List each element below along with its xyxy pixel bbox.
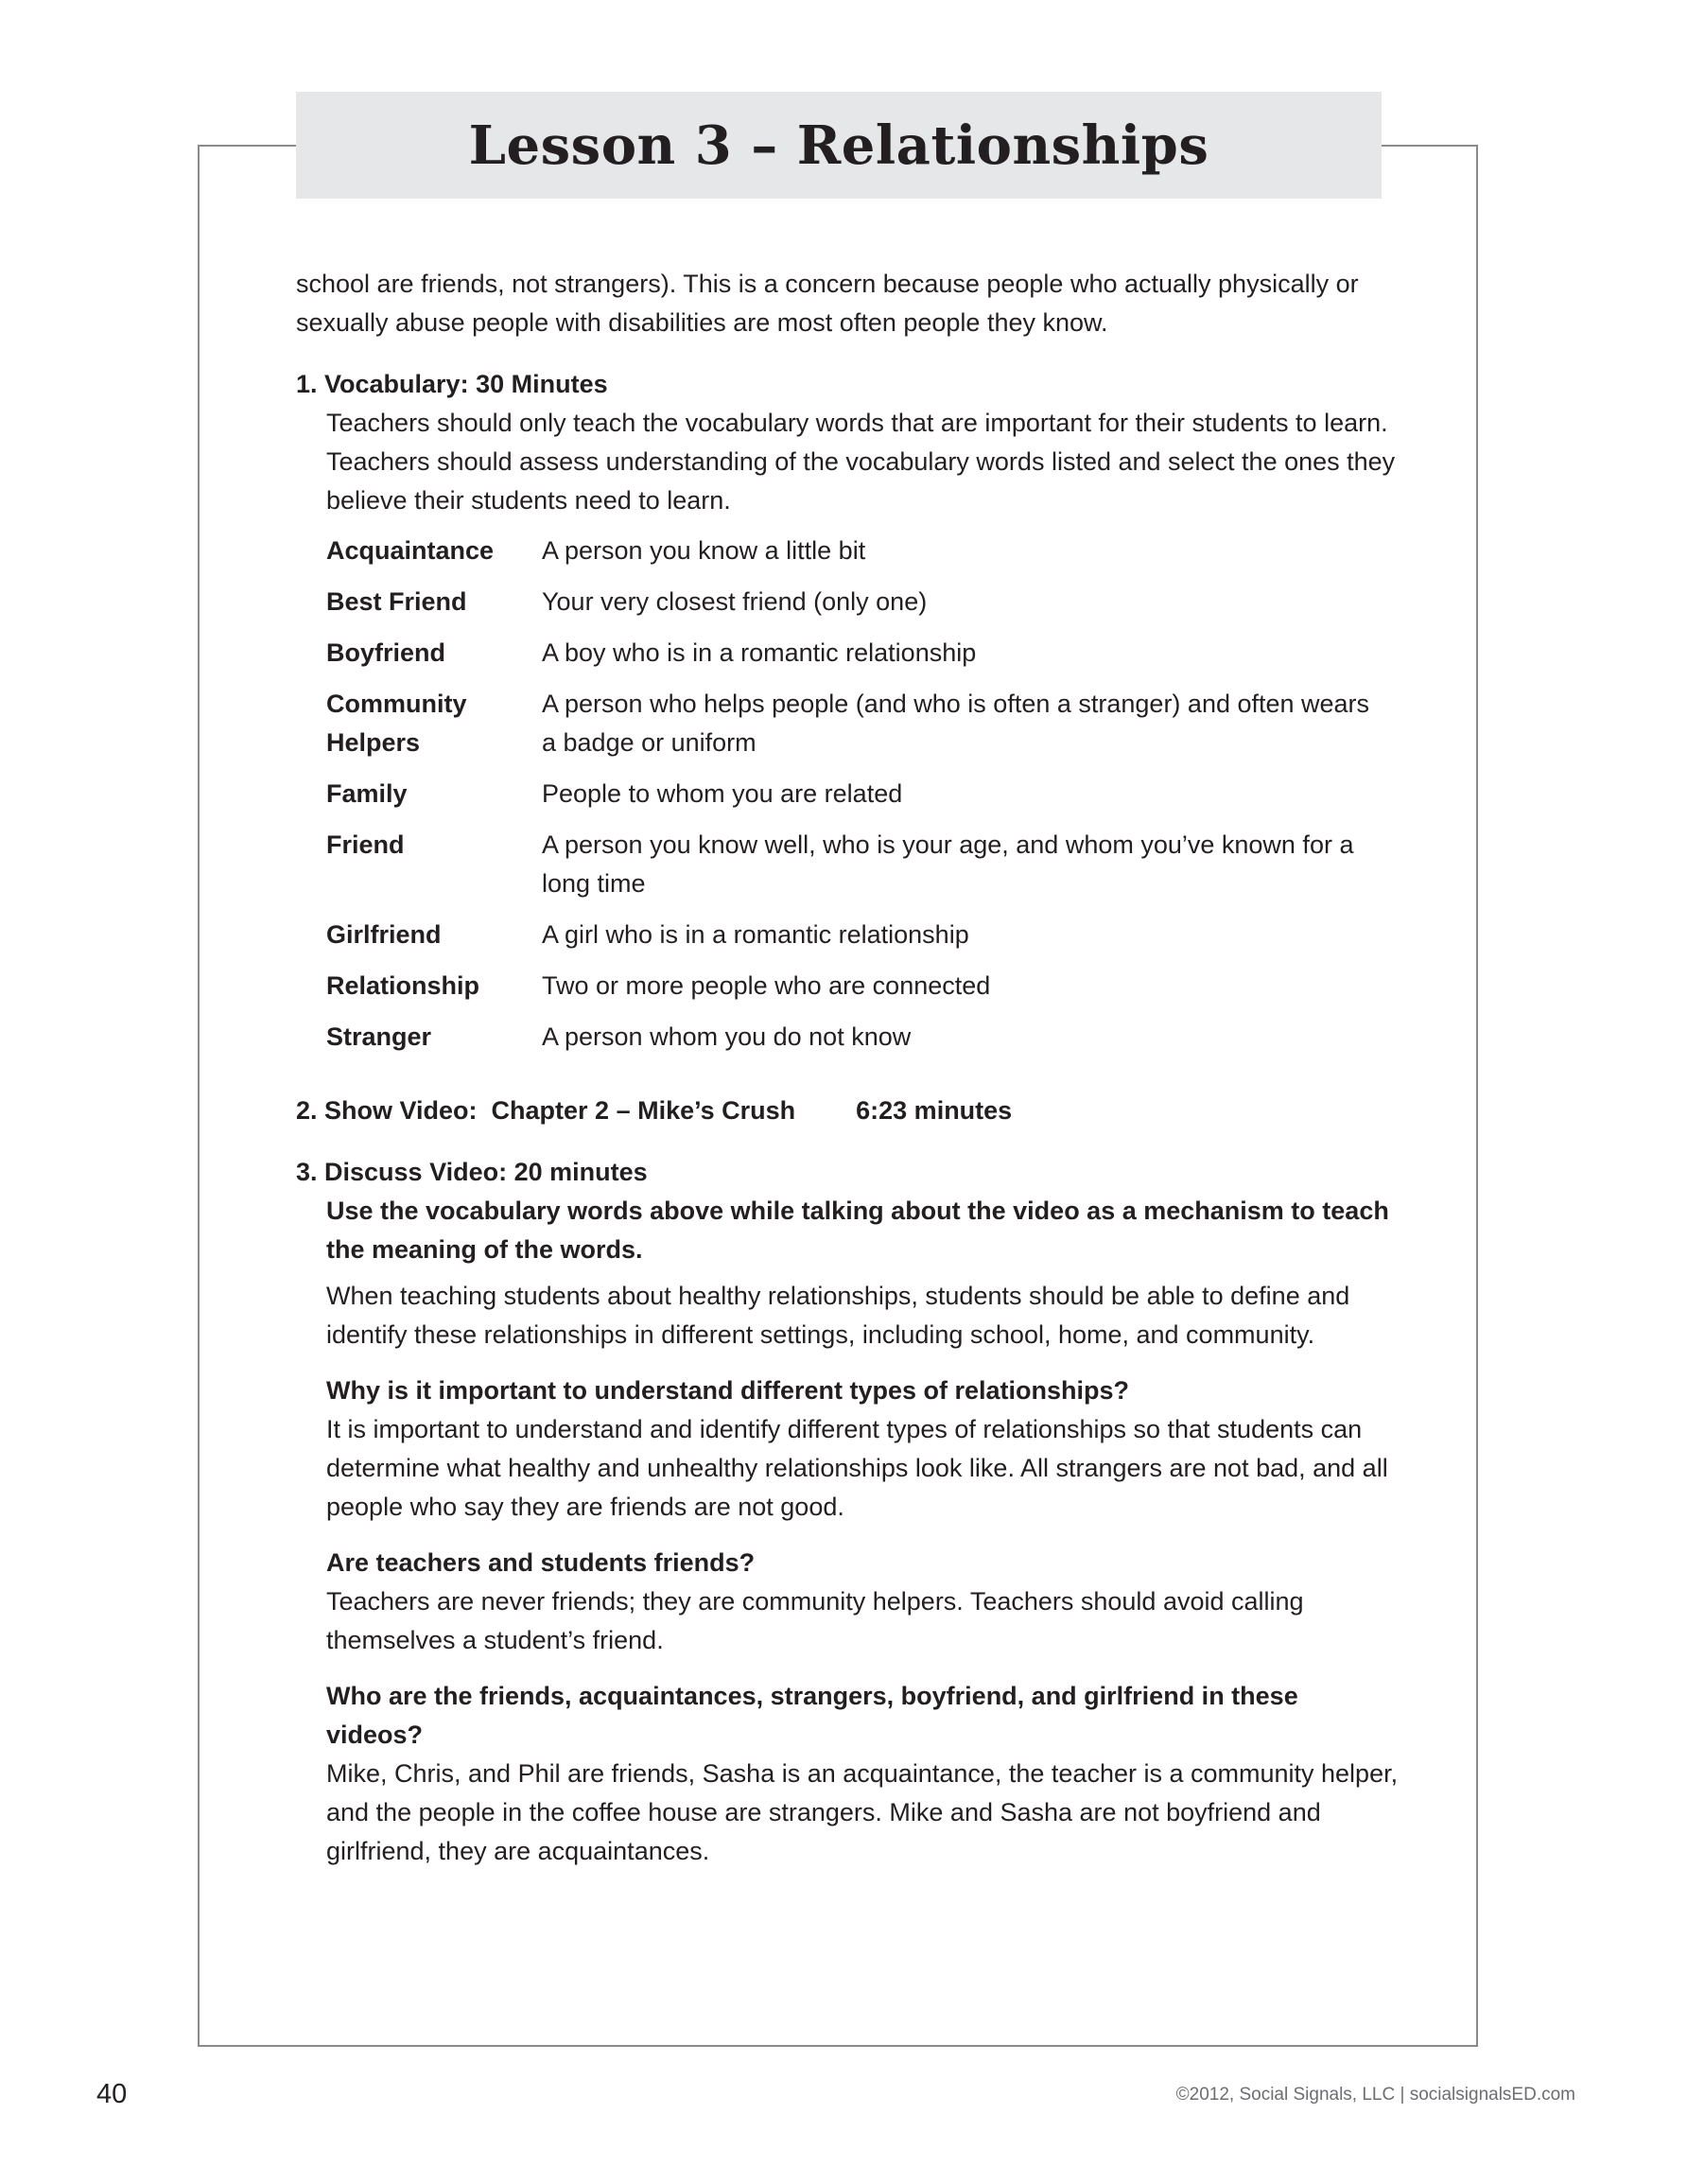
vocab-row: [326, 685, 1374, 775]
vocab-definition: Your very closest friend (only one): [542, 587, 928, 616]
intro-paragraph: school are friends, not strangers). This is a concern because people who actually physically or sexually abuse people with disabilities are most often people they know.: [296, 270, 1359, 337]
section-show-video: [296, 1092, 1431, 1130]
page-title: Lesson 3 – Relationships: [468, 114, 1209, 177]
qa-question: Are teachers and students friends?: [326, 1548, 756, 1577]
section-heading: [296, 1092, 1431, 1130]
vocab-row: [326, 1018, 1374, 1069]
vocab-term: Friend: [326, 830, 405, 859]
lesson-content: [296, 265, 1431, 1894]
section-body: Teachers should only teach the vocabulary words that are important for their students to learn. Teachers should assess understanding of the vocabulary words listed and select the ones they believe their students need to learn.: [326, 409, 1396, 515]
vocab-row: [326, 967, 1374, 1018]
section-discuss-video: [296, 1153, 1431, 1871]
vocab-term: Relationship: [326, 971, 480, 1000]
video-duration: 6:23 minutes: [856, 1096, 1013, 1125]
vocab-term: Girlfriend: [326, 920, 442, 949]
section-body: When teaching students about healthy relationships, students should be able to define and identify these relationships in different settings, including school, home, and community.: [326, 1282, 1350, 1349]
vocab-row: [326, 916, 1374, 967]
vocab-row: [326, 532, 1374, 583]
section-subheading: Use the vocabulary words above while talking about the video as a mechanism to teach the meaning of the words.: [326, 1197, 1389, 1264]
video-title: 2. Show Video: Chapter 2 – Mike’s Crush: [296, 1096, 796, 1125]
vocab-term: Boyfriend: [326, 638, 446, 667]
vocab-row: [326, 775, 1374, 826]
copyright-footer: ©2012, Social Signals, LLC | socialsignalsED.com: [1175, 2085, 1575, 2105]
vocab-row: [326, 583, 1374, 634]
qa-item: [296, 1677, 1431, 1871]
vocab-definition: A person you know well, who is your age, and whom you’ve known for a long time: [542, 830, 1354, 898]
qa-item: [296, 1544, 1431, 1660]
vocab-term: Family: [326, 779, 408, 808]
vocab-definition: Two or more people who are connected: [542, 971, 991, 1000]
vocab-definition: A girl who is in a romantic relationship: [542, 920, 969, 949]
qa-answer: It is important to understand and identify different types of relationships so that students can determine what healthy and unhealthy relationships look like. All strangers are not bad, and all people who say they are friends are not good.: [326, 1415, 1388, 1521]
section-vocabulary: [296, 365, 1431, 1069]
vocab-row: [326, 826, 1374, 916]
vocab-definition: A person you know a little bit: [542, 536, 866, 565]
vocab-definition: A person whom you do not know: [542, 1022, 912, 1051]
vocab-term: Stranger: [326, 1022, 432, 1051]
section-heading: 3. Discuss Video: 20 minutes: [296, 1158, 648, 1186]
vocab-definition: A person who helps people (and who is often a stranger) and often wears a badge or uniform: [542, 690, 1370, 757]
qa-question: Why is it important to understand different types of relationships?: [326, 1376, 1130, 1405]
qa-answer: Teachers are never friends; they are community helpers. Teachers should avoid calling themselves a student’s friend.: [326, 1587, 1304, 1654]
vocab-definition: A boy who is in a romantic relationship: [542, 638, 977, 667]
vocabulary-table: [326, 532, 1374, 1069]
vocab-term: Acquaintance: [326, 536, 495, 565]
page-number: 40: [96, 2079, 128, 2109]
title-bar: [296, 92, 1382, 199]
qa-answer: Mike, Chris, and Phil are friends, Sasha is an acquaintance, the teacher is a community helper, and the people in the coffee house are strangers. Mike and Sasha are not boyfriend and girlfriend, they are acquaintances.: [326, 1759, 1399, 1865]
vocab-definition: People to whom you are related: [542, 779, 903, 808]
qa-question: Who are the friends, acquaintances, strangers, boyfriend, and girlfriend in these videos?: [326, 1682, 1298, 1749]
vocab-row: [326, 634, 1374, 685]
vocab-term: Community Helpers: [326, 690, 467, 757]
qa-item: [296, 1372, 1431, 1527]
section-heading: 1. Vocabulary: 30 Minutes: [296, 370, 608, 398]
vocab-term: Best Friend: [326, 587, 467, 616]
